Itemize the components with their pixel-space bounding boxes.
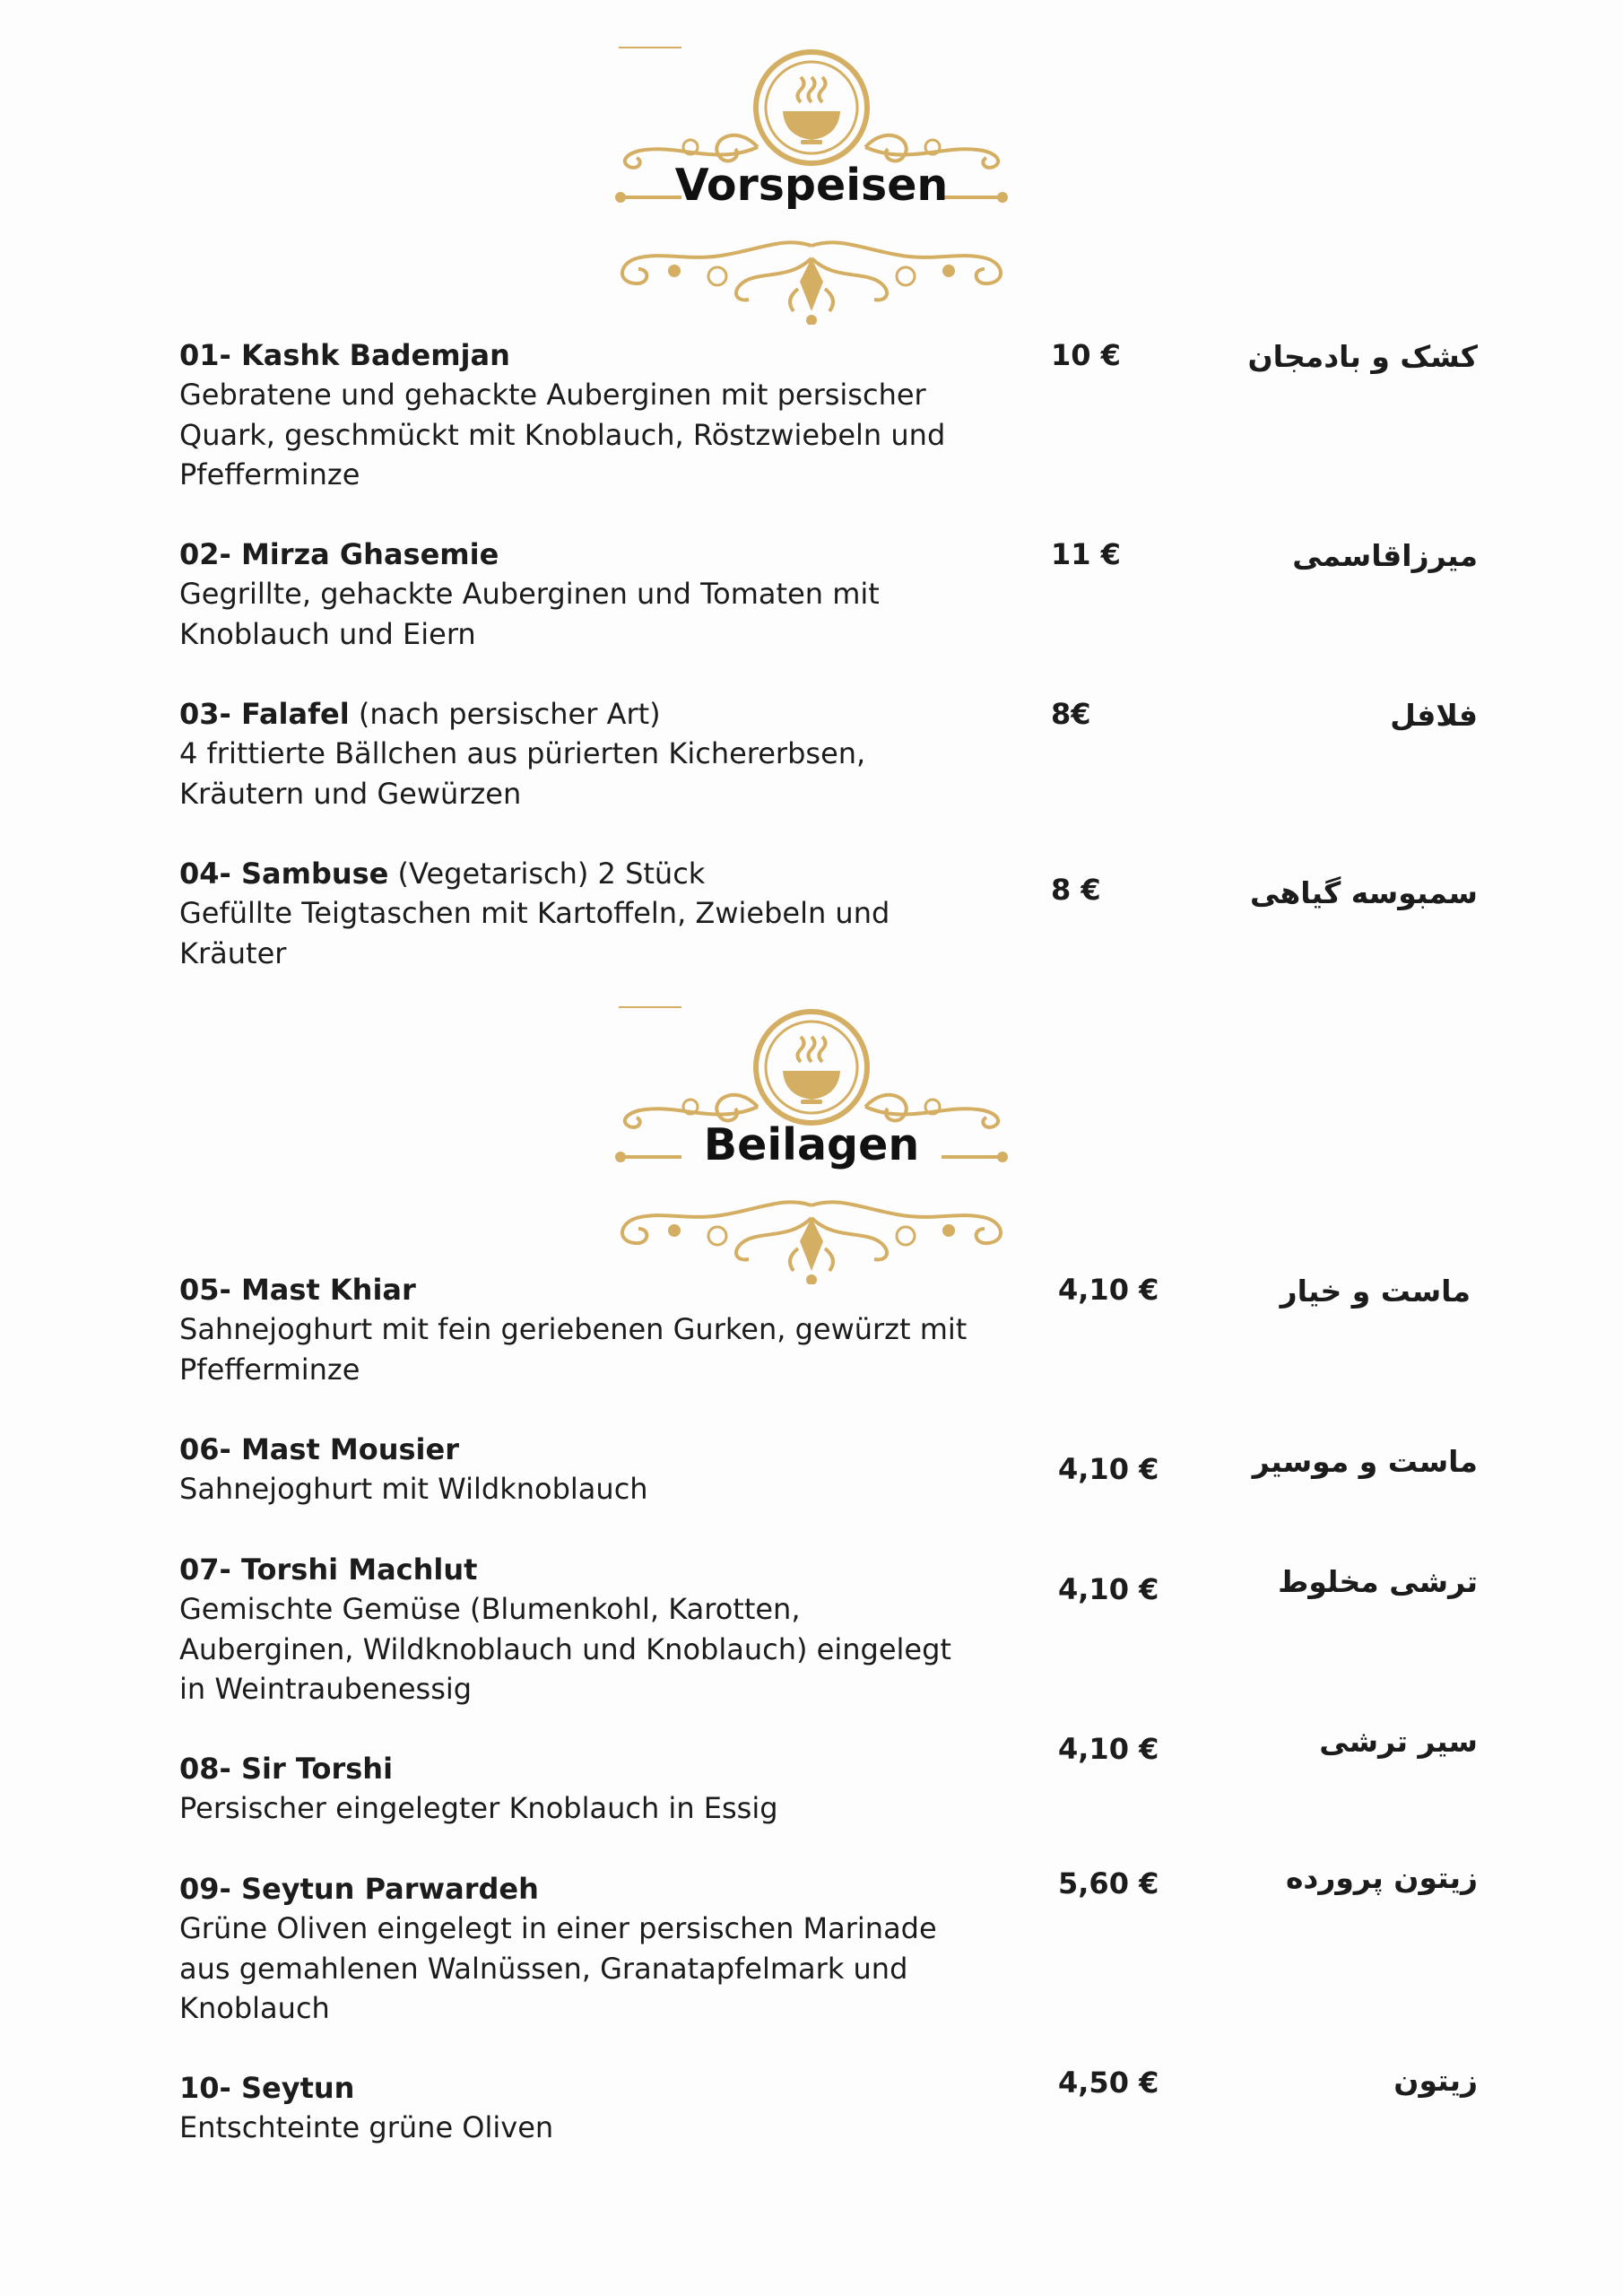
section-title: Beilagen — [703, 1119, 920, 1170]
item-description: Entschteinte grüne Oliven — [179, 2110, 554, 2144]
item-persian-name: فلافل — [1390, 698, 1478, 733]
item-persian-name: ماست و خیار — [1280, 1274, 1471, 1309]
item-description: Sahnejoghurt mit fein geriebenen Gurken, gewürzt mit Pfefferminze — [179, 1312, 968, 1387]
item-description: Gebratene und gehackte Auberginen mit persischer Quark, geschmückt mit Knoblauch, Röstzwiebeln und Pfefferminze — [179, 378, 946, 491]
item-name: 05- Mast Khiar — [179, 1273, 416, 1307]
item-price: 8€ — [1051, 697, 1091, 731]
menu-item — [179, 2063, 1497, 2148]
item-name: 09- Seytun Parwardeh — [179, 1872, 539, 1906]
item-price: 4,10 € — [1058, 1273, 1159, 1307]
menu-item — [179, 1860, 1497, 2029]
item-description: Sahnejoghurt mit Wildknoblauch — [179, 1472, 648, 1506]
menu-item — [179, 1270, 1497, 1389]
item-price: 10 € — [1051, 338, 1121, 372]
item-name: 07- Torshi Machlut — [179, 1552, 478, 1587]
item-description: Persischer eingelegter Knoblauch in Essig — [179, 1791, 778, 1825]
item-description: Gefüllte Teigtaschen mit Kartoffeln, Zwiebeln und Kräuter — [179, 896, 890, 970]
menu-item — [179, 535, 1497, 654]
menu-item — [179, 335, 1497, 495]
item-persian-name: کشک و بادمجان — [1247, 339, 1478, 374]
item-description: Gegrillte, gehackte Auberginen und Tomaten mit Knoblauch und Eiern — [179, 577, 880, 651]
item-persian-name: ترشی مخلوط — [1278, 1564, 1478, 1599]
item-price: 4,10 € — [1058, 1732, 1159, 1766]
item-name: 04- Sambuse (Vegetarisch) 2 Stück — [179, 857, 706, 891]
section-title: Vorspeisen — [674, 160, 949, 211]
item-persian-name: ماست و موسیر — [1252, 1444, 1478, 1479]
item-price: 4,10 € — [1058, 1452, 1159, 1486]
menu-item — [179, 694, 1497, 813]
menu-item — [179, 1550, 1497, 1709]
item-persian-name: زیتون — [1393, 2063, 1478, 2098]
menu-item — [179, 854, 1497, 973]
item-name: 02- Mirza Ghasemie — [179, 537, 499, 571]
item-description: 4 frittierte Bällchen aus pürierten Kichererbsen, Kräutern und Gewürzen — [179, 736, 866, 811]
menu-item — [179, 1724, 1497, 1829]
item-description: Gemischte Gemüse (Blumenkohl, Karotten, Auberginen, Wildknoblauch und Knoblauch) eingelegt in Weintraubenessig — [179, 1592, 951, 1706]
item-name: 10- Seytun — [179, 2071, 355, 2105]
item-name: 03- Falafel (nach persischer Art) — [179, 697, 661, 731]
item-persian-name: میرزاقاسمی — [1292, 538, 1478, 573]
item-persian-name: سیر ترشی — [1319, 1724, 1478, 1759]
item-name: 08- Sir Torshi — [179, 1752, 394, 1786]
section-header-beilagen — [610, 1006, 1013, 1284]
item-price: 8 € — [1051, 873, 1101, 907]
item-price: 11 € — [1051, 537, 1121, 571]
item-price: 4,10 € — [1058, 1572, 1159, 1606]
item-description: Grüne Oliven eingelegt in einer persischen Marinade aus gemahlenen Walnüssen, Granatapfelmark und Knoblauch — [179, 1911, 937, 2025]
section-header-vorspeisen — [610, 47, 1013, 325]
item-price: 4,50 € — [1058, 2066, 1159, 2100]
item-persian-name: سمبوسه گیاهی — [1249, 875, 1478, 910]
menu-item — [179, 1430, 1497, 1509]
item-price: 5,60 € — [1058, 1866, 1159, 1900]
item-name: 01- Kashk Bademjan — [179, 338, 510, 372]
item-persian-name: زیتون پرورده — [1285, 1860, 1478, 1895]
item-name: 06- Mast Mousier — [179, 1432, 459, 1466]
